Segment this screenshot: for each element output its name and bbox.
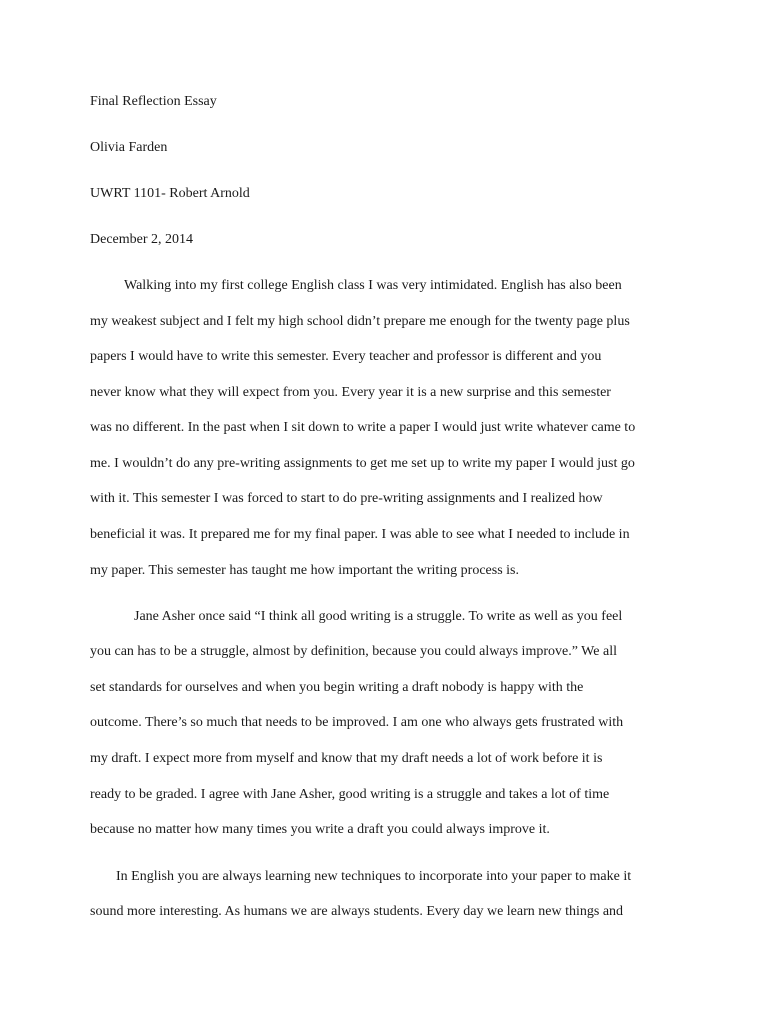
paragraph-3-line: sound more interesting. As humans we are always students. Every day we learn new things and — [90, 904, 624, 919]
paragraph-1-line: my paper. This semester has taught me how important the writing process is. — [90, 563, 519, 578]
course-name: UWRT 1101- Robert Arnold — [90, 186, 250, 201]
paragraph-1-line: me. I wouldn’t do any pre-writing assignments to get me set up to write my paper I would just go — [90, 456, 635, 471]
paragraph-1-line: with it. This semester I was forced to start to do pre-writing assignments and I realized how — [90, 491, 603, 506]
author-name: Olivia Farden — [90, 140, 168, 155]
paragraph-1-line: Walking into my first college English class I was very intimidated. English has also been — [124, 278, 622, 293]
essay-title: Final Reflection Essay — [90, 94, 217, 109]
paragraph-2-line: ready to be graded. I agree with Jane Asher, good writing is a struggle and takes a lot of time — [90, 787, 610, 802]
paragraph-1-line: never know what they will expect from you. Every year it is a new surprise and this semester — [90, 385, 611, 400]
paragraph-2-line: set standards for ourselves and when you begin writing a draft nobody is happy with the — [90, 680, 584, 695]
essay-date: December 2, 2014 — [90, 232, 194, 247]
paragraph-1-line: papers I would have to write this semester. Every teacher and professor is different and you — [90, 349, 602, 364]
paragraph-1-line: my weakest subject and I felt my high school didn’t prepare me enough for the twenty page plus — [90, 314, 630, 329]
paragraph-1-line: beneficial it was. It prepared me for my final paper. I was able to see what I needed to include in — [90, 527, 630, 542]
paragraph-2-line: outcome. There’s so much that needs to be improved. I am one who always gets frustrated with — [90, 715, 624, 730]
paragraph-2-line: Jane Asher once said “I think all good writing is a struggle. To write as well as you feel — [134, 609, 623, 624]
paragraph-2-line: you can has to be a struggle, almost by definition, because you could always improve.” We all — [90, 644, 617, 659]
paragraph-1-line: was no different. In the past when I sit down to write a paper I would just write whatever came to — [90, 420, 636, 435]
paragraph-2-line: my draft. I expect more from myself and know that my draft needs a lot of work before it is — [90, 751, 603, 766]
paragraph-3-line: In English you are always learning new techniques to incorporate into your paper to make it — [116, 869, 632, 884]
paragraph-2-line: because no matter how many times you write a draft you could always improve it. — [90, 822, 550, 837]
